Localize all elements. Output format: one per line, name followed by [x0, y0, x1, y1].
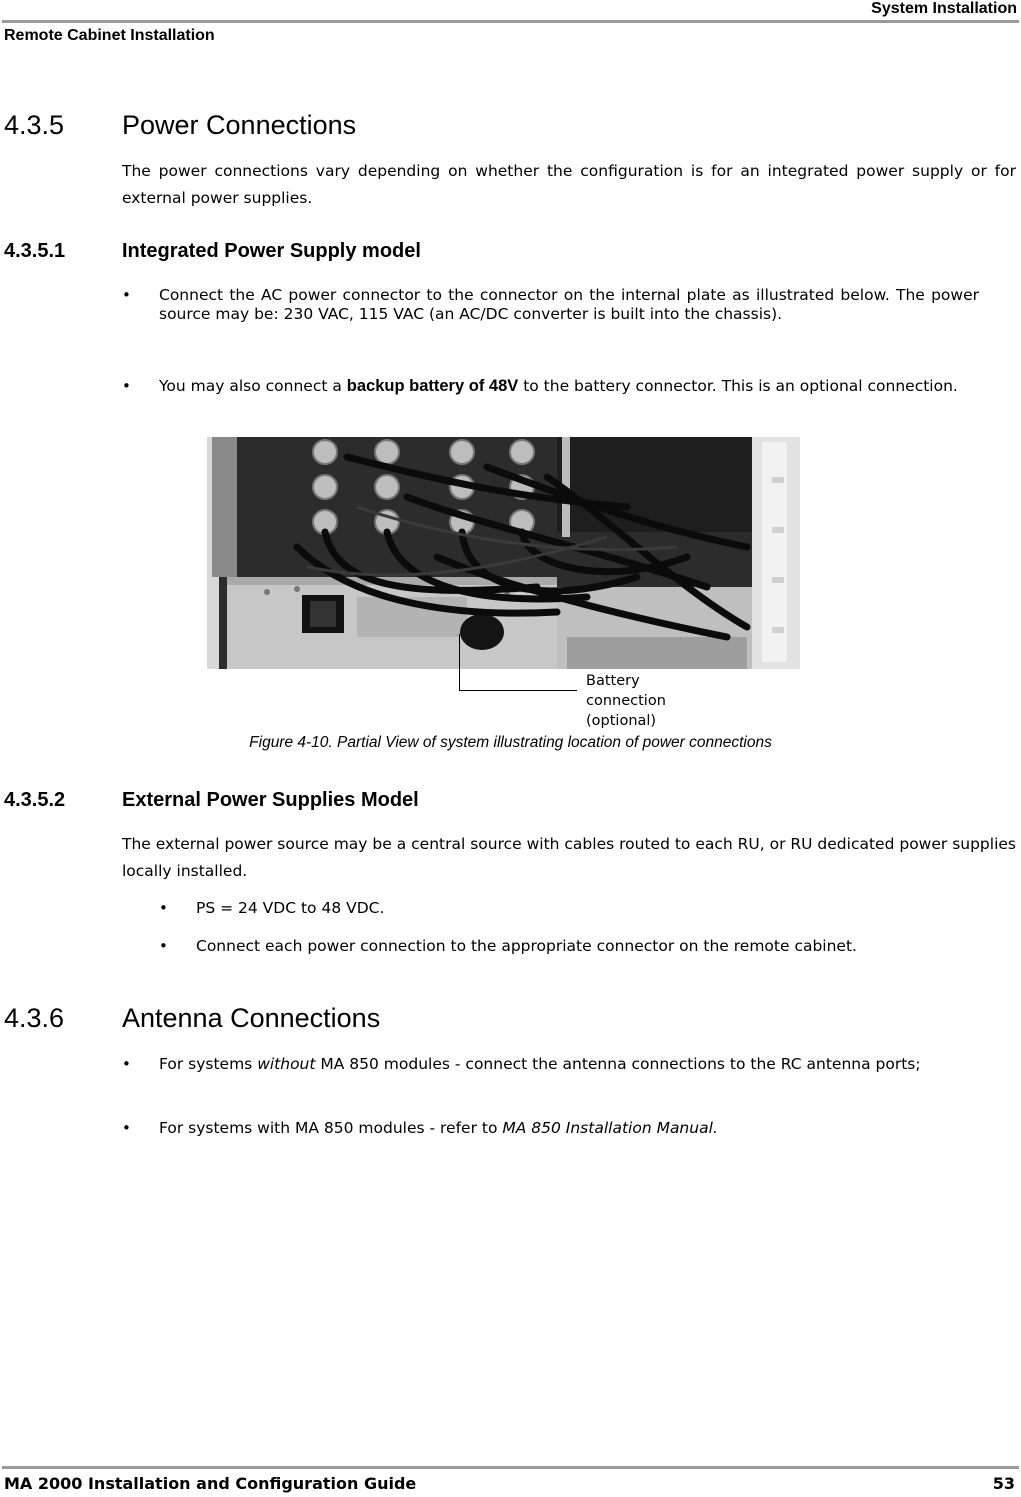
footer-rule — [2, 1466, 1019, 1469]
bullet-dot-icon: • — [159, 899, 168, 917]
power-connections-intro: The power connections vary depending on whether the configuration is for an integrated power supply or for external power supplies. — [122, 162, 1016, 207]
heading-title: Antenna Connections — [122, 1003, 381, 1033]
bullet-with-ma850: • For systems with MA 850 modules - refer to MA 850 Installation Manual. — [122, 1119, 718, 1137]
bullet-dot-icon: • — [122, 1055, 131, 1073]
bullet-backup-battery: • You may also connect a backup battery of 48V to the battery connector. This is an optional connection. — [122, 377, 958, 395]
callout-leader-vertical — [459, 634, 460, 691]
bullet-dot-icon: • — [122, 1119, 131, 1137]
heading-title: Power Connections — [122, 110, 357, 140]
heading-title: Integrated Power Supply model — [122, 240, 421, 262]
page-number: 53 — [992, 1474, 1015, 1493]
heading-title: External Power Supplies Model — [122, 789, 419, 811]
heading-4-3-6 — [4, 1003, 380, 1034]
figure-caption: Figure 4-10. Partial View of system illustrating location of power connections — [249, 734, 772, 751]
heading-number: 4.3.5.2 — [4, 789, 66, 811]
heading-number: 4.3.5.1 — [4, 240, 66, 262]
bullet-ac-power: • Connect the AC power connector to the connector on the internal plate as illustrated below. The power source may be: 230 VAC, 115 VAC (an AC/DC converter is built into the chassis). — [122, 286, 979, 323]
emphasis-battery: backup battery of 48V — [346, 377, 519, 395]
cabinet-photo — [207, 437, 800, 669]
callout-leader-horizontal — [459, 690, 577, 691]
bullet-without-ma850: • For systems without MA 850 modules - connect the antenna connections to the RC antenna ports; — [122, 1055, 921, 1073]
footer-guide-title: MA 2000 Installation and Configuration Guide — [4, 1474, 417, 1493]
battery-callout-label: Battery connection (optional) — [586, 673, 666, 729]
heading-4-3-5-1 — [4, 240, 421, 263]
emphasis-without: without — [257, 1055, 316, 1073]
running-header-subsection: Remote Cabinet Installation — [4, 27, 215, 44]
heading-number: 4.3.5 — [4, 110, 65, 140]
heading-number: 4.3.6 — [4, 1003, 65, 1033]
heading-4-3-5 — [4, 110, 356, 141]
bullet-dot-icon: • — [159, 937, 168, 955]
bullet-dot-icon: • — [122, 377, 131, 395]
heading-4-3-5-2 — [4, 789, 419, 812]
bullet-dot-icon: • — [122, 286, 131, 304]
manual-reference: MA 850 Installation Manual. — [502, 1119, 718, 1137]
bullet-ps-voltage: • PS = 24 VDC to 48 VDC. — [159, 899, 385, 917]
header-rule — [2, 20, 1019, 23]
bullet-connect-power: • Connect each power connection to the appropriate connector on the remote cabinet. — [159, 937, 857, 955]
external-power-intro: The external power source may be a central source with cables routed to each RU, or RU dedicated power supplies locally installed. — [122, 835, 1016, 880]
running-header-section: System Installation — [871, 0, 1017, 17]
